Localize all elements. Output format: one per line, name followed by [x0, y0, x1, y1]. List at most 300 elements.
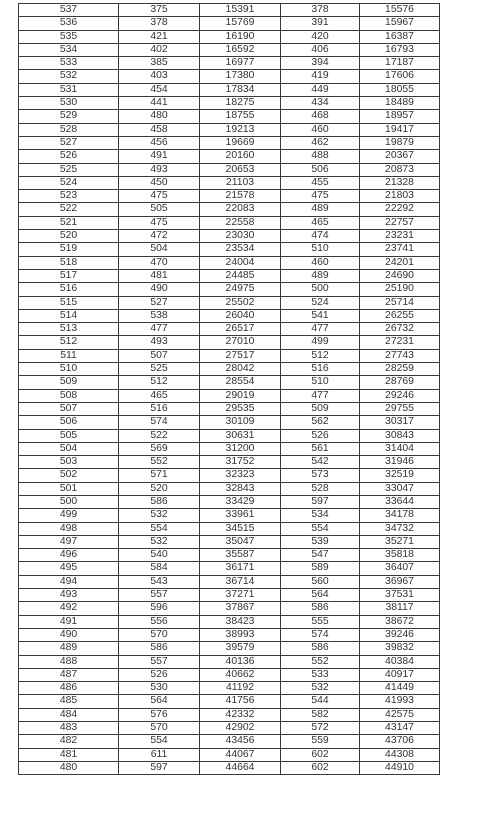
count-a-cell: 491 — [119, 150, 200, 163]
count-b-cell: 475 — [281, 190, 360, 203]
table-row — [19, 136, 440, 149]
count-a-cell: 557 — [119, 589, 200, 602]
count-a-cell: 520 — [119, 482, 200, 495]
cumulative-a-cell: 35587 — [200, 549, 281, 562]
table-row — [19, 256, 440, 269]
cumulative-a-cell: 19669 — [200, 136, 281, 149]
count-b-cell: 406 — [281, 43, 360, 56]
count-a-cell: 490 — [119, 283, 200, 296]
table-row — [19, 416, 440, 429]
cumulative-b-cell: 15576 — [360, 4, 440, 17]
count-b-cell: 562 — [281, 416, 360, 429]
cumulative-a-cell: 16977 — [200, 57, 281, 70]
score-cell: 522 — [19, 203, 119, 216]
count-a-cell: 532 — [119, 509, 200, 522]
count-b-cell: 455 — [281, 176, 360, 189]
table-row — [19, 602, 440, 615]
score-cell: 484 — [19, 708, 119, 721]
count-b-cell: 561 — [281, 442, 360, 455]
cumulative-a-cell: 31752 — [200, 456, 281, 469]
score-cell: 519 — [19, 243, 119, 256]
score-cell: 534 — [19, 43, 119, 56]
score-cell: 481 — [19, 748, 119, 761]
score-cell: 535 — [19, 30, 119, 43]
count-b-cell: 528 — [281, 482, 360, 495]
count-b-cell: 477 — [281, 389, 360, 402]
table-row — [19, 123, 440, 136]
cumulative-b-cell: 21328 — [360, 176, 440, 189]
score-cell: 537 — [19, 4, 119, 17]
cumulative-b-cell: 39246 — [360, 628, 440, 641]
count-a-cell: 570 — [119, 628, 200, 641]
table-row — [19, 748, 440, 761]
count-a-cell: 530 — [119, 682, 200, 695]
cumulative-b-cell: 18489 — [360, 97, 440, 110]
cumulative-a-cell: 42332 — [200, 708, 281, 721]
table-row — [19, 589, 440, 602]
score-cell: 536 — [19, 17, 119, 30]
table-row — [19, 708, 440, 721]
count-a-cell: 385 — [119, 57, 200, 70]
count-b-cell: 552 — [281, 655, 360, 668]
table-body — [19, 4, 440, 775]
score-cell: 515 — [19, 296, 119, 309]
cumulative-a-cell: 44067 — [200, 748, 281, 761]
count-b-cell: 460 — [281, 256, 360, 269]
score-cell: 521 — [19, 216, 119, 229]
cumulative-b-cell: 44308 — [360, 748, 440, 761]
cumulative-a-cell: 16190 — [200, 30, 281, 43]
cumulative-a-cell: 34515 — [200, 522, 281, 535]
table-row — [19, 283, 440, 296]
count-a-cell: 480 — [119, 110, 200, 123]
cumulative-a-cell: 21578 — [200, 190, 281, 203]
score-cell: 525 — [19, 163, 119, 176]
score-cell: 501 — [19, 482, 119, 495]
table-row — [19, 615, 440, 628]
count-a-cell: 375 — [119, 4, 200, 17]
count-b-cell: 602 — [281, 761, 360, 774]
table-row — [19, 30, 440, 43]
cumulative-b-cell: 17606 — [360, 70, 440, 83]
cumulative-a-cell: 24485 — [200, 269, 281, 282]
count-a-cell: 526 — [119, 668, 200, 681]
count-b-cell: 542 — [281, 456, 360, 469]
cumulative-b-cell: 28259 — [360, 363, 440, 376]
cumulative-a-cell: 39579 — [200, 642, 281, 655]
count-a-cell: 378 — [119, 17, 200, 30]
table-row — [19, 668, 440, 681]
count-b-cell: 541 — [281, 309, 360, 322]
count-a-cell: 493 — [119, 163, 200, 176]
score-cell: 529 — [19, 110, 119, 123]
table-row — [19, 349, 440, 362]
cumulative-b-cell: 20367 — [360, 150, 440, 163]
score-cell: 533 — [19, 57, 119, 70]
count-b-cell: 539 — [281, 535, 360, 548]
cumulative-b-cell: 25714 — [360, 296, 440, 309]
cumulative-b-cell: 35271 — [360, 535, 440, 548]
score-cell: 482 — [19, 735, 119, 748]
table-row — [19, 735, 440, 748]
score-cell: 495 — [19, 562, 119, 575]
count-a-cell: 493 — [119, 336, 200, 349]
count-b-cell: 586 — [281, 602, 360, 615]
count-b-cell: 462 — [281, 136, 360, 149]
cumulative-a-cell: 32843 — [200, 482, 281, 495]
count-b-cell: 460 — [281, 123, 360, 136]
count-a-cell: 538 — [119, 309, 200, 322]
score-cell: 485 — [19, 695, 119, 708]
count-b-cell: 489 — [281, 269, 360, 282]
cumulative-b-cell: 39832 — [360, 642, 440, 655]
count-b-cell: 394 — [281, 57, 360, 70]
cumulative-b-cell: 17187 — [360, 57, 440, 70]
cumulative-b-cell: 22292 — [360, 203, 440, 216]
score-cell: 504 — [19, 442, 119, 455]
table-row — [19, 97, 440, 110]
score-cell: 531 — [19, 83, 119, 96]
cumulative-a-cell: 40662 — [200, 668, 281, 681]
count-a-cell: 458 — [119, 123, 200, 136]
cumulative-a-cell: 44664 — [200, 761, 281, 774]
count-b-cell: 468 — [281, 110, 360, 123]
count-a-cell: 570 — [119, 722, 200, 735]
count-a-cell: 481 — [119, 269, 200, 282]
count-b-cell: 602 — [281, 748, 360, 761]
count-a-cell: 421 — [119, 30, 200, 43]
cumulative-b-cell: 42575 — [360, 708, 440, 721]
count-a-cell: 576 — [119, 708, 200, 721]
score-cell: 516 — [19, 283, 119, 296]
score-cell: 488 — [19, 655, 119, 668]
score-cell: 494 — [19, 575, 119, 588]
cumulative-a-cell: 17834 — [200, 83, 281, 96]
score-cell: 480 — [19, 761, 119, 774]
cumulative-a-cell: 37271 — [200, 589, 281, 602]
count-b-cell: 526 — [281, 429, 360, 442]
cumulative-b-cell: 27743 — [360, 349, 440, 362]
score-cell: 489 — [19, 642, 119, 655]
count-b-cell: 554 — [281, 522, 360, 535]
score-cell: 490 — [19, 628, 119, 641]
cumulative-a-cell: 37867 — [200, 602, 281, 615]
count-a-cell: 504 — [119, 243, 200, 256]
table-row — [19, 722, 440, 735]
count-a-cell: 557 — [119, 655, 200, 668]
cumulative-b-cell: 41993 — [360, 695, 440, 708]
count-a-cell: 543 — [119, 575, 200, 588]
cumulative-b-cell: 37531 — [360, 589, 440, 602]
score-cell: 517 — [19, 269, 119, 282]
table-row — [19, 509, 440, 522]
table-row — [19, 628, 440, 641]
cumulative-a-cell: 36171 — [200, 562, 281, 575]
cumulative-b-cell: 33644 — [360, 495, 440, 508]
count-b-cell: 509 — [281, 402, 360, 415]
count-b-cell: 420 — [281, 30, 360, 43]
count-b-cell: 488 — [281, 150, 360, 163]
score-cell: 530 — [19, 97, 119, 110]
count-b-cell: 555 — [281, 615, 360, 628]
table-row — [19, 482, 440, 495]
count-b-cell: 499 — [281, 336, 360, 349]
cumulative-b-cell: 24690 — [360, 269, 440, 282]
table-row — [19, 456, 440, 469]
cumulative-b-cell: 26255 — [360, 309, 440, 322]
score-cell: 487 — [19, 668, 119, 681]
cumulative-b-cell: 23231 — [360, 230, 440, 243]
count-a-cell: 556 — [119, 615, 200, 628]
cumulative-a-cell: 26517 — [200, 323, 281, 336]
cumulative-b-cell: 44910 — [360, 761, 440, 774]
cumulative-a-cell: 42902 — [200, 722, 281, 735]
count-b-cell: 378 — [281, 4, 360, 17]
score-cell: 498 — [19, 522, 119, 535]
table-row — [19, 323, 440, 336]
table-row — [19, 43, 440, 56]
cumulative-b-cell: 26732 — [360, 323, 440, 336]
table-row — [19, 761, 440, 774]
count-b-cell: 489 — [281, 203, 360, 216]
score-cell: 528 — [19, 123, 119, 136]
table-row — [19, 442, 440, 455]
table-row — [19, 655, 440, 668]
cumulative-a-cell: 20160 — [200, 150, 281, 163]
table-row — [19, 695, 440, 708]
table-row — [19, 296, 440, 309]
score-cell: 493 — [19, 589, 119, 602]
table-row — [19, 17, 440, 30]
cumulative-a-cell: 24004 — [200, 256, 281, 269]
cumulative-a-cell: 41192 — [200, 682, 281, 695]
cumulative-b-cell: 22757 — [360, 216, 440, 229]
score-cell: 527 — [19, 136, 119, 149]
cumulative-a-cell: 41756 — [200, 695, 281, 708]
cumulative-a-cell: 25502 — [200, 296, 281, 309]
count-b-cell: 510 — [281, 243, 360, 256]
table-row — [19, 469, 440, 482]
count-a-cell: 472 — [119, 230, 200, 243]
cumulative-a-cell: 18755 — [200, 110, 281, 123]
count-b-cell: 474 — [281, 230, 360, 243]
count-a-cell: 527 — [119, 296, 200, 309]
count-a-cell: 569 — [119, 442, 200, 455]
table-row — [19, 230, 440, 243]
cumulative-a-cell: 19213 — [200, 123, 281, 136]
count-b-cell: 391 — [281, 17, 360, 30]
cumulative-b-cell: 24201 — [360, 256, 440, 269]
score-cell: 503 — [19, 456, 119, 469]
score-distribution-table — [18, 3, 440, 775]
score-cell: 518 — [19, 256, 119, 269]
count-a-cell: 477 — [119, 323, 200, 336]
count-b-cell: 510 — [281, 376, 360, 389]
cumulative-a-cell: 24975 — [200, 283, 281, 296]
count-b-cell: 582 — [281, 708, 360, 721]
score-cell: 520 — [19, 230, 119, 243]
count-a-cell: 552 — [119, 456, 200, 469]
cumulative-b-cell: 33047 — [360, 482, 440, 495]
count-a-cell: 456 — [119, 136, 200, 149]
cumulative-b-cell: 25190 — [360, 283, 440, 296]
count-a-cell: 512 — [119, 376, 200, 389]
table-row — [19, 150, 440, 163]
score-cell: 491 — [19, 615, 119, 628]
count-a-cell: 522 — [119, 429, 200, 442]
count-a-cell: 532 — [119, 535, 200, 548]
cumulative-b-cell: 30843 — [360, 429, 440, 442]
score-cell: 512 — [19, 336, 119, 349]
score-cell: 514 — [19, 309, 119, 322]
table-row — [19, 575, 440, 588]
table-row — [19, 363, 440, 376]
count-b-cell: 597 — [281, 495, 360, 508]
table-row — [19, 83, 440, 96]
cumulative-a-cell: 27517 — [200, 349, 281, 362]
score-cell: 496 — [19, 549, 119, 562]
cumulative-a-cell: 20653 — [200, 163, 281, 176]
count-a-cell: 441 — [119, 97, 200, 110]
count-a-cell: 475 — [119, 190, 200, 203]
table-row — [19, 549, 440, 562]
cumulative-a-cell: 43456 — [200, 735, 281, 748]
count-a-cell: 584 — [119, 562, 200, 575]
count-a-cell: 586 — [119, 495, 200, 508]
cumulative-b-cell: 29755 — [360, 402, 440, 415]
count-b-cell: 586 — [281, 642, 360, 655]
count-a-cell: 525 — [119, 363, 200, 376]
count-a-cell: 564 — [119, 695, 200, 708]
cumulative-a-cell: 33961 — [200, 509, 281, 522]
cumulative-b-cell: 40917 — [360, 668, 440, 681]
cumulative-b-cell: 38117 — [360, 602, 440, 615]
cumulative-a-cell: 40136 — [200, 655, 281, 668]
cumulative-a-cell: 17380 — [200, 70, 281, 83]
count-a-cell: 611 — [119, 748, 200, 761]
cumulative-b-cell: 38672 — [360, 615, 440, 628]
score-cell: 499 — [19, 509, 119, 522]
table-row — [19, 190, 440, 203]
score-cell: 508 — [19, 389, 119, 402]
cumulative-b-cell: 30317 — [360, 416, 440, 429]
cumulative-a-cell: 36714 — [200, 575, 281, 588]
table-row — [19, 4, 440, 17]
cumulative-a-cell: 23534 — [200, 243, 281, 256]
cumulative-a-cell: 22083 — [200, 203, 281, 216]
score-cell: 524 — [19, 176, 119, 189]
count-b-cell: 589 — [281, 562, 360, 575]
score-cell: 510 — [19, 363, 119, 376]
cumulative-a-cell: 21103 — [200, 176, 281, 189]
cumulative-b-cell: 35818 — [360, 549, 440, 562]
cumulative-a-cell: 38423 — [200, 615, 281, 628]
table-row — [19, 522, 440, 535]
count-a-cell: 554 — [119, 522, 200, 535]
count-a-cell: 450 — [119, 176, 200, 189]
table-row — [19, 57, 440, 70]
count-b-cell: 547 — [281, 549, 360, 562]
score-cell: 483 — [19, 722, 119, 735]
table-row — [19, 376, 440, 389]
table-row — [19, 336, 440, 349]
cumulative-b-cell: 29246 — [360, 389, 440, 402]
cumulative-b-cell: 21803 — [360, 190, 440, 203]
cumulative-a-cell: 30109 — [200, 416, 281, 429]
cumulative-b-cell: 31946 — [360, 456, 440, 469]
count-b-cell: 534 — [281, 509, 360, 522]
cumulative-a-cell: 35047 — [200, 535, 281, 548]
count-a-cell: 516 — [119, 402, 200, 415]
table-row — [19, 562, 440, 575]
table-row — [19, 163, 440, 176]
score-cell: 486 — [19, 682, 119, 695]
table-row — [19, 203, 440, 216]
count-b-cell: 500 — [281, 283, 360, 296]
count-b-cell: 524 — [281, 296, 360, 309]
count-a-cell: 571 — [119, 469, 200, 482]
count-b-cell: 559 — [281, 735, 360, 748]
count-b-cell: 477 — [281, 323, 360, 336]
count-a-cell: 574 — [119, 416, 200, 429]
count-a-cell: 597 — [119, 761, 200, 774]
cumulative-a-cell: 27010 — [200, 336, 281, 349]
cumulative-b-cell: 23741 — [360, 243, 440, 256]
table-row — [19, 682, 440, 695]
count-a-cell: 596 — [119, 602, 200, 615]
cumulative-b-cell: 18055 — [360, 83, 440, 96]
cumulative-a-cell: 32323 — [200, 469, 281, 482]
count-a-cell: 454 — [119, 83, 200, 96]
cumulative-a-cell: 16592 — [200, 43, 281, 56]
count-b-cell: 533 — [281, 668, 360, 681]
cumulative-b-cell: 15967 — [360, 17, 440, 30]
score-cell: 500 — [19, 495, 119, 508]
score-cell: 532 — [19, 70, 119, 83]
cumulative-b-cell: 28769 — [360, 376, 440, 389]
cumulative-a-cell: 28042 — [200, 363, 281, 376]
table-row — [19, 389, 440, 402]
table-row — [19, 216, 440, 229]
cumulative-a-cell: 33429 — [200, 495, 281, 508]
cumulative-b-cell: 31404 — [360, 442, 440, 455]
count-b-cell: 574 — [281, 628, 360, 641]
table-row — [19, 269, 440, 282]
count-b-cell: 434 — [281, 97, 360, 110]
cumulative-a-cell: 15769 — [200, 17, 281, 30]
score-cell: 507 — [19, 402, 119, 415]
cumulative-a-cell: 31200 — [200, 442, 281, 455]
cumulative-b-cell: 40384 — [360, 655, 440, 668]
cumulative-a-cell: 38993 — [200, 628, 281, 641]
cumulative-b-cell: 36967 — [360, 575, 440, 588]
cumulative-b-cell: 36407 — [360, 562, 440, 575]
table-row — [19, 429, 440, 442]
cumulative-b-cell: 20873 — [360, 163, 440, 176]
count-a-cell: 507 — [119, 349, 200, 362]
count-b-cell: 564 — [281, 589, 360, 602]
cumulative-b-cell: 16793 — [360, 43, 440, 56]
cumulative-a-cell: 28554 — [200, 376, 281, 389]
cumulative-b-cell: 34178 — [360, 509, 440, 522]
cumulative-b-cell: 32519 — [360, 469, 440, 482]
count-a-cell: 470 — [119, 256, 200, 269]
count-b-cell: 573 — [281, 469, 360, 482]
score-cell: 523 — [19, 190, 119, 203]
cumulative-a-cell: 15391 — [200, 4, 281, 17]
score-cell: 526 — [19, 150, 119, 163]
count-a-cell: 465 — [119, 389, 200, 402]
